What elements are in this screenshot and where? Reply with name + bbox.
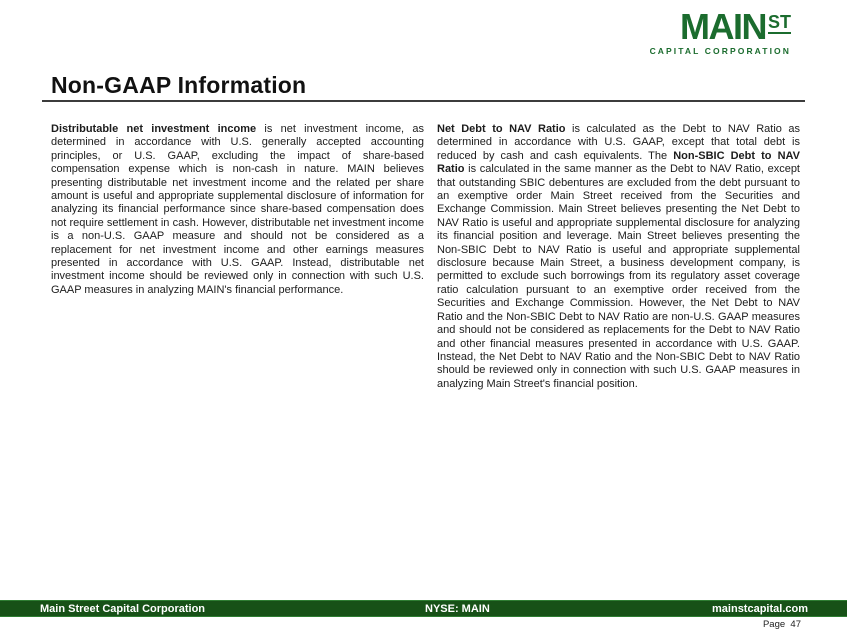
logo-wordmark — [650, 6, 791, 47]
footer-website: mainstcapital.com — [712, 603, 808, 615]
page-title: Non-GAAP Information — [51, 72, 307, 98]
footer-company-name: Main Street Capital Corporation — [40, 603, 206, 615]
footer-ticker: NYSE: MAIN — [425, 603, 490, 615]
left-column-paragraph: Distributable net investment income is net investment income, as determined in accordance with U.S. generally accepted accounting principles, or U.S. GAAP, excluding the impact of share-based compensation expense which is non-cash in nature. MAIN believes presenting distributable net investment income and the related per share amount is useful and appropriate supplemental disclosure of information for analyzing its financial performance since share-based compensation does not require settlement in cash. However, distributable net investment income is a non-U.S. GAAP measure and should not be considered as a replacement for net investment income and other earnings measures presented in accordance with U.S. GAAP. Instead, distributable net investment income should be reviewed only in connection with such U.S. GAAP measures in analyzing MAIN's financial performance. — [51, 123, 424, 296]
page-number: Page 47 — [762, 619, 801, 630]
logo-subtitle: CAPITAL CORPORATION — [649, 45, 791, 56]
right-column-paragraph: Net Debt to NAV Ratio is calculated as the Debt to NAV Ratio as determined in accordance with U.S. GAAP, except that total debt is reduced by cash and cash equivalents. The Non-SBIC Debt to NAV Ratio is calculated in the same manner as the Debt to NAV Ratio, except that outstanding SBIC debentures are excluded from the debt pursuant to an exemptive order Main Street received from the Securities and Exchange Commission. Main Street believes presenting the Net Debt to NAV Ratio is useful and appropriate supplemental disclosure for analyzing its financial position and leverage. Main Street believes presenting the Non-SBIC Debt to NAV Ratio is useful and appropriate supplemental disclosure because Main Street, a business development company, is permitted to exclude such borrowings from its regulatory asset coverage ratio calculation pursuant to an exemptive order received from the Securities and Exchange Commission. However, the Net Debt to NAV Ratio and the Non-SBIC Debt to NAV Ratio are non-U.S. GAAP measures and should not be considered as replacements for the Debt to NAV Ratio and other financial measures presented in accordance with U.S. GAAP. Instead, the Net Debt to NAV Ratio and the Non-SBIC Debt to NAV Ratio should be reviewed only in connection with such U.S. GAAP measures in analyzing Main Street's financial position. — [437, 123, 801, 390]
company-logo — [649, 6, 791, 56]
logo-main-text: MAIN — [679, 6, 766, 47]
title-divider — [42, 100, 805, 102]
logo-st-text: ST — [767, 12, 791, 32]
footer-bar — [0, 600, 847, 617]
